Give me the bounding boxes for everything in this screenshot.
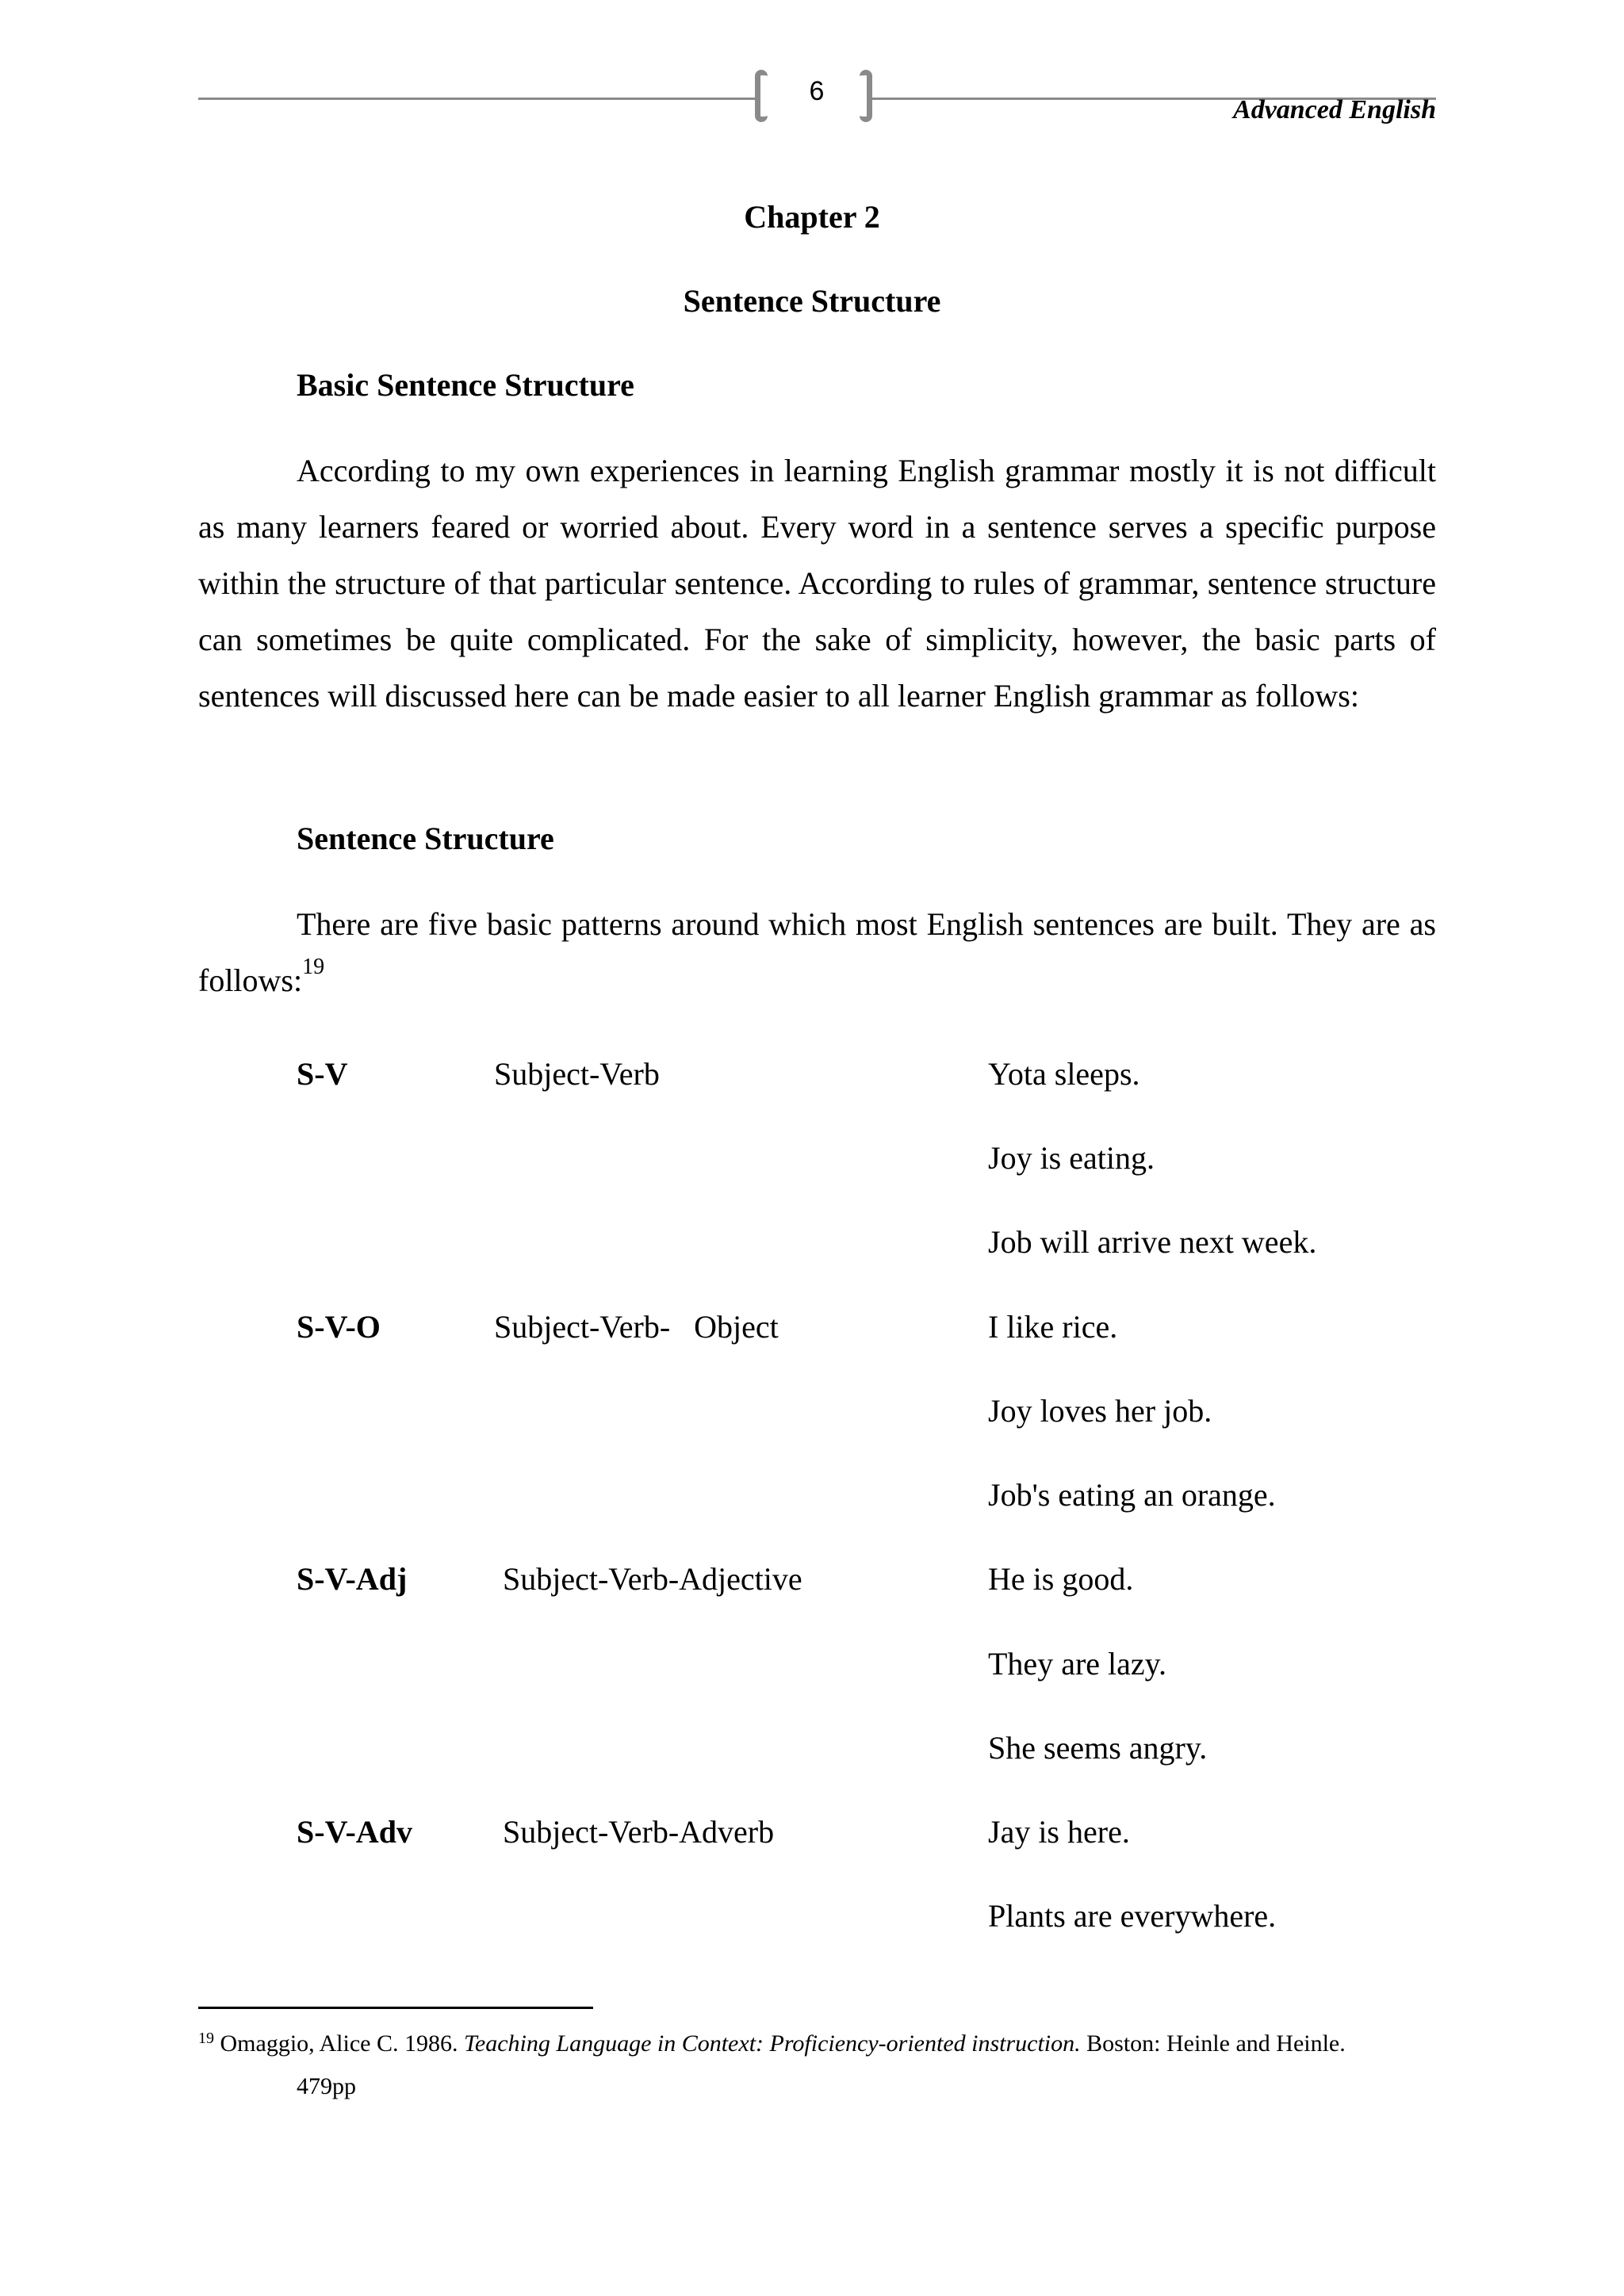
pattern-example: Job's eating an orange. [988,1477,1276,1513]
pattern-example: She seems angry. [988,1730,1208,1766]
pattern-example: He is good. [988,1561,1134,1597]
pattern-example: Joy loves her job. [988,1393,1212,1429]
footnote-separator [198,2007,593,2009]
pattern-name: Subject-Verb-Adjective [503,1561,802,1597]
left-bracket-ornament [755,70,768,122]
pattern-example: Job will arrive next week. [988,1224,1317,1260]
header-rule-left [198,98,756,100]
intro-paragraph: According to my own experiences in learning English grammar mostly it is not difficult as many learners feared or worried about. Every word in a sentence serves a specific purpose within the structure of that particular sentence. According to rules of grammar, sentence structure can sometimes be quite complicated. For the sake of simplicity, however, the basic parts of sentences will discussed here can be made easier to all learner English grammar as follows: [198,453,1436,714]
section-heading-basic: Basic Sentence Structure [297,367,634,403]
pattern-example: Jay is here. [988,1814,1130,1850]
footnote-number: 19 [198,2030,214,2047]
footnote-pages: 479pp [297,2073,356,2099]
chapter-label: Chapter 2 [744,199,880,235]
patterns-intro-text: There are five basic patterns around which most English sentences are built. They are as follows: [198,906,1436,998]
footnote [198,2022,1467,2108]
running-title: Advanced English [1233,95,1436,124]
page-number: 6 [809,76,825,106]
pattern-example: Yota sleeps. [988,1056,1140,1092]
footnote-book-title: Teaching Language in Context: Proficiency-oriented instruction. [463,2030,1081,2057]
pattern-example: Plants are everywhere. [988,1898,1277,1934]
footnote-author: Omaggio, Alice C. 1986. [220,2030,464,2057]
pattern-example: Joy is eating. [988,1140,1155,1176]
pattern-code: S-V-O [297,1309,381,1345]
pattern-example: They are lazy. [988,1646,1167,1682]
chapter-title: Sentence Structure [683,283,941,319]
pattern-code: S-V-Adj [297,1561,408,1597]
section-heading-structure: Sentence Structure [297,821,554,856]
footnote-publisher: Boston: Heinle and Heinle. [1080,2030,1346,2057]
footnote-ref: 19 [302,955,325,979]
pattern-name: Subject-Verb- Object [494,1309,779,1345]
pattern-name: Subject-Verb [494,1056,660,1092]
patterns-intro-paragraph [198,896,1436,1008]
pattern-name: Subject-Verb-Adverb [503,1814,775,1850]
right-bracket-ornament [860,70,872,122]
pattern-code: S-V [297,1056,348,1092]
pattern-example: I like rice. [988,1309,1118,1345]
pattern-code: S-V-Adv [297,1814,412,1850]
